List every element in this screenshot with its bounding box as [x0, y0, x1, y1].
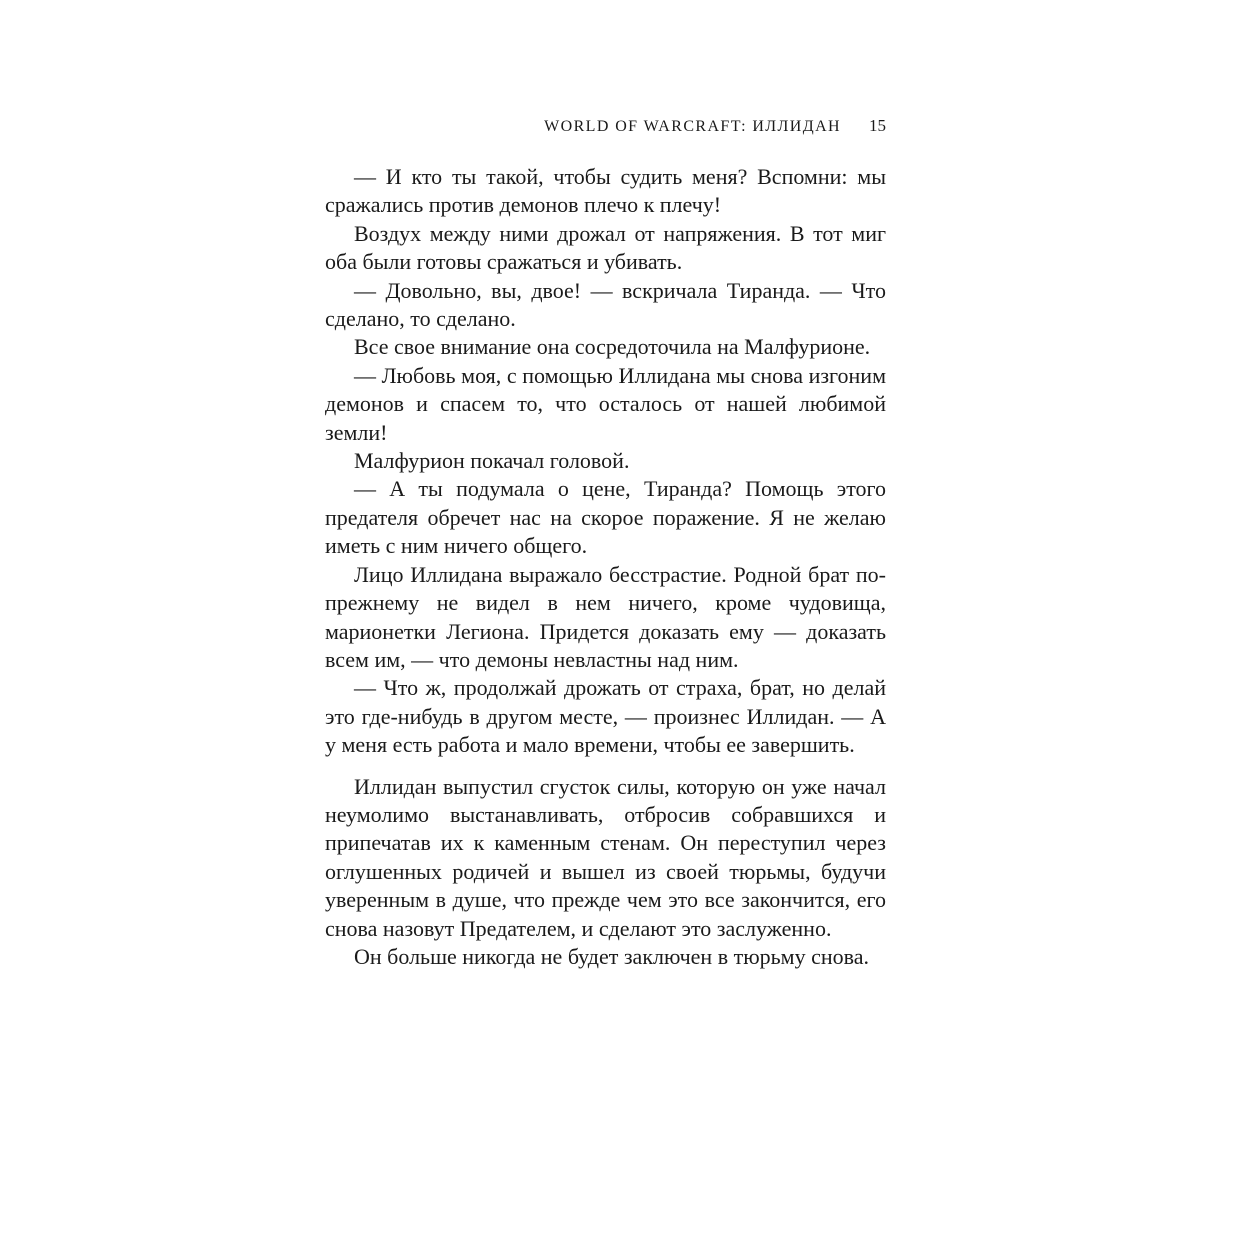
- book-title: WORLD OF WARCRAFT: ИЛЛИДАН: [544, 118, 841, 135]
- paragraph: Лицо Иллидана выражало бесстрастие. Родной брат по-прежнему не видел в нем ничего, кроме чудовища, марионетки Легиона. Придется доказать ему — доказать всем им, — что демоны невластны над ним.: [325, 561, 886, 672]
- book-page: [325, 116, 886, 971]
- paragraph: Иллидан выпустил сгусток силы, которую он уже начал неумолимо выстанавливать, отбросив собравшихся и припечатав их к каменным стенам. Он переступил через оглушенных родичей и вышел из своей тюрьмы, будучи уверенным в душе, что прежде чем это все закончится, его снова назовут Предателем, и сделают это заслуженно.: [325, 773, 886, 941]
- paragraph: Он больше никогда не будет заключен в тюрьму снова.: [354, 943, 869, 969]
- paragraph: — Что ж, продолжай дрожать от страха, брат, но делай это где-нибудь в другом месте, — произнес Иллидан. — А у меня есть работа и мало времени, чтобы ее завершить.: [325, 675, 886, 758]
- paragraph: — И кто ты такой, чтобы судить меня? Вспомни: мы сражались против демонов плечо к плечу!: [325, 164, 886, 218]
- paragraph: — А ты подумала о цене, Тиранда? Помощь этого предателя обречет нас на скорое поражение. Я не желаю иметь с ним ничего общего.: [325, 476, 886, 559]
- page-number: 15: [869, 116, 886, 135]
- paragraph: — Любовь моя, с помощью Иллидана мы снова изгоним демонов и спасем то, что осталось от нашей любимой земли!: [325, 362, 886, 445]
- paragraph: Малфурион покачал головой.: [354, 448, 630, 474]
- body-text: [325, 163, 886, 971]
- paragraph: Все свое внимание она сосредоточила на Малфурионе.: [354, 334, 871, 360]
- paragraph: Воздух между ними дрожал от напряжения. В тот миг оба были готовы сражаться и убивать.: [325, 220, 886, 275]
- paragraph: — Довольно, вы, двое! — вскричала Тиранда. — Что сделано, то сделано.: [325, 277, 886, 332]
- running-header: [325, 116, 886, 140]
